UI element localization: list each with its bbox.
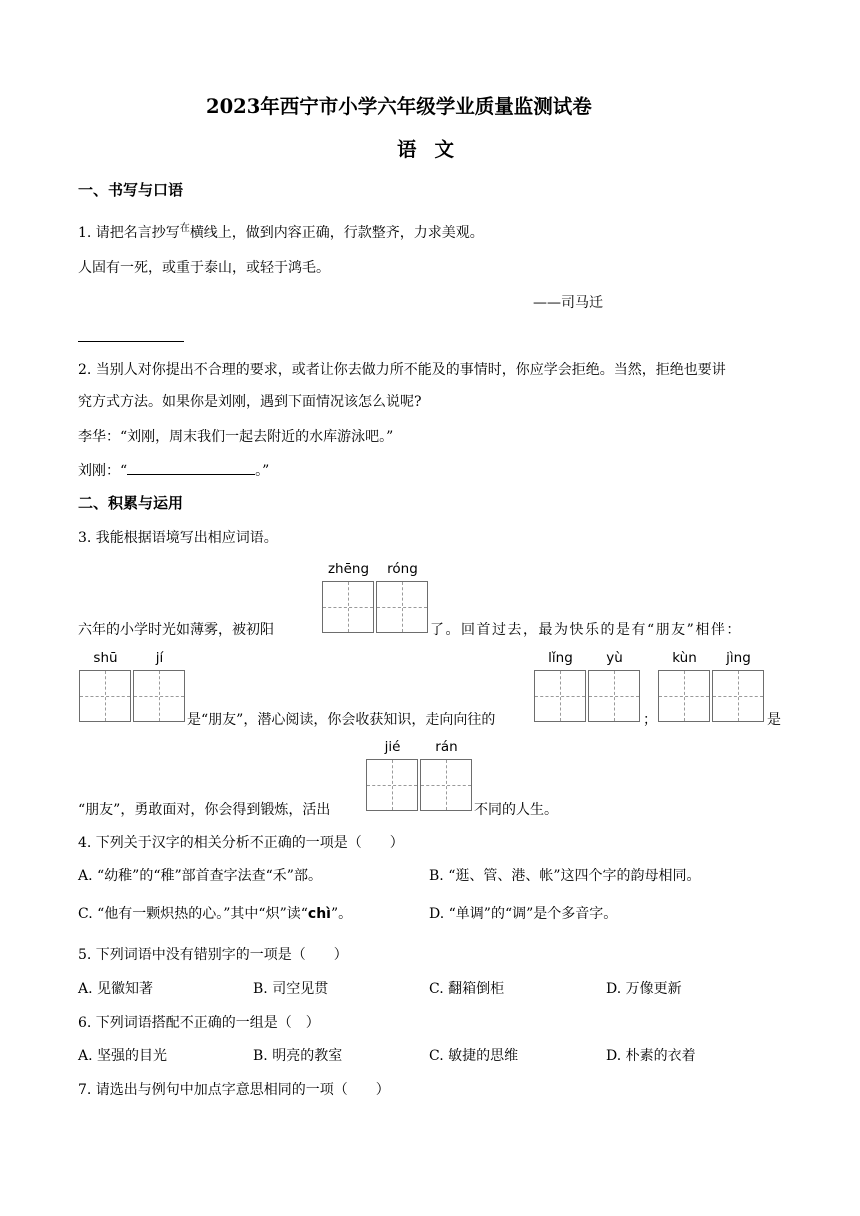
pinyin-rong: róng — [387, 561, 418, 577]
q4-c-pinyin: chì — [307, 906, 331, 922]
char-box-zheng[interactable] — [322, 581, 374, 633]
q5-option-a[interactable]: A. 见徽知著 — [78, 981, 154, 997]
q1-author: ——司马迁 — [533, 295, 603, 311]
section-heading-writing: 一、书写与口语 — [78, 181, 184, 199]
question-2-dialogue-liugang — [78, 460, 269, 480]
pinyin-kun: kùn — [672, 650, 697, 666]
char-box-jing[interactable] — [712, 670, 764, 722]
q3-text-6: 不同的人生。 — [474, 802, 558, 818]
q1-quote: 人固有一死，或重于泰山，或轻于鸿毛。 — [78, 260, 330, 276]
q1-suffix: 横线上，做到内容正确，行款整齐，力求美观。 — [189, 225, 484, 241]
q3-semicolon: ； — [643, 712, 657, 728]
pinyin-jing: jìng — [726, 650, 751, 666]
question-3-stem: 3. 我能根据语境写出相应词语。 — [78, 530, 278, 546]
question-5-stem: 5. 下列词语中没有错别字的一项是（ ） — [78, 947, 348, 963]
char-box-jie[interactable] — [366, 759, 418, 811]
q3-text-2: 了。回首过去，最为快乐的是有“朋友”相伴： — [430, 622, 742, 638]
q4-option-a[interactable]: A. “幼稚”的“稚”部首查字法查“禾”部。 — [78, 868, 322, 884]
pinyin-ran: rán — [435, 739, 458, 755]
section-heading-accumulation: 二、积累与运用 — [78, 494, 184, 512]
q2-liugang-prefix: 刘刚：“ — [78, 463, 128, 479]
q5-option-c[interactable]: C. 翻箱倒柜 — [429, 981, 505, 997]
question-4-stem: 4. 下列关于汉字的相关分析不正确的一项是（ ） — [78, 835, 404, 851]
char-box-shu[interactable] — [79, 670, 131, 722]
char-box-kun[interactable] — [658, 670, 710, 722]
q4-c-suffix: ”。 — [330, 906, 353, 922]
q1-small-char: 在 — [179, 223, 190, 234]
q6-option-a[interactable]: A. 坚强的目光 — [78, 1048, 168, 1064]
q6-option-c[interactable]: C. 敏捷的思维 — [429, 1048, 519, 1064]
question-1-stem — [78, 219, 484, 242]
q4-option-d[interactable]: D. “单调”的“调”是个多音字。 — [429, 906, 618, 922]
q2-answer-blank[interactable] — [127, 460, 255, 475]
q6-option-d[interactable]: D. 朴素的衣着 — [606, 1048, 696, 1064]
q5-option-b[interactable]: B. 司空见贯 — [253, 981, 329, 997]
char-box-rong[interactable] — [376, 581, 428, 633]
q1-answer-line[interactable] — [78, 341, 184, 342]
pinyin-ji: jí — [155, 650, 164, 666]
q3-text-1: 六年的小学时光如薄雾，被初阳 — [78, 622, 274, 638]
q4-option-b[interactable]: B. “逛、管、港、帐”这四个字的韵母相同。 — [429, 868, 701, 884]
q5-option-d[interactable]: D. 万像更新 — [606, 981, 682, 997]
subject-title: 语文 — [397, 138, 473, 161]
pinyin-ling: lǐng — [548, 650, 573, 666]
char-box-ran[interactable] — [420, 759, 472, 811]
q2-liugang-suffix: 。” — [255, 463, 270, 479]
pinyin-shu: shū — [93, 650, 118, 666]
question-2-dialogue-lihua: 李华：“刘刚，周末我们一起去附近的水库游泳吧。” — [78, 429, 394, 445]
question-6-stem: 6. 下列词语搭配不正确的一组是（ ） — [78, 1015, 320, 1031]
question-7-stem: 7. 请选出与例句中加点字意思相同的一项（ ） — [78, 1082, 390, 1098]
question-2-line-2: 究方式方法。如果你是刘刚，遇到下面情况该怎么说呢? — [78, 394, 422, 410]
q3-text-4: 是 — [767, 712, 781, 728]
q4-c-prefix: C. “他有一颗炽热的心。”其中“炽”读“ — [78, 906, 308, 922]
q6-option-b[interactable]: B. 明亮的教室 — [253, 1048, 343, 1064]
pinyin-yu: yù — [606, 650, 623, 666]
q1-prefix: 1. 请把名言抄写 — [78, 225, 180, 241]
q3-text-3: 是“朋友”，潜心阅读，你会收获知识，走向向往的 — [187, 712, 496, 728]
question-2-line-1: 2. 当别人对你提出不合理的要求，或者让你去做力所不能及的事情时，你应学会拒绝。当然，拒绝也要讲 — [78, 362, 726, 378]
char-box-ling[interactable] — [534, 670, 586, 722]
char-box-yu[interactable] — [588, 670, 640, 722]
char-box-ji[interactable] — [133, 670, 185, 722]
q4-option-c[interactable] — [78, 903, 352, 923]
q3-text-5: “朋友”，勇敢面对，你会得到锻炼，活出 — [78, 802, 331, 818]
exam-title: 2023年西宁市小学六年级学业质量监测试卷 — [206, 95, 592, 118]
pinyin-jie: jié — [384, 739, 401, 755]
pinyin-zheng: zhēng — [327, 561, 370, 577]
